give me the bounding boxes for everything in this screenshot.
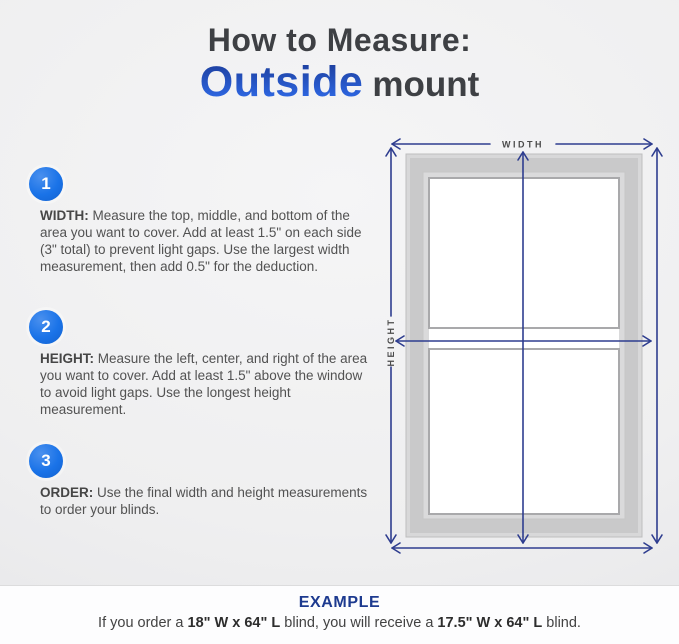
title-suffix-mount: mount — [372, 65, 480, 104]
step-2-body: Measure the left, center, and right of the area you want to cover. Add at least 1.5" above the window to avoid light gaps. Use the longest height measurement. — [40, 351, 368, 417]
step-3-label: ORDER: — [40, 485, 94, 500]
width-arrow-bottom — [392, 543, 652, 553]
step-1-label: WIDTH: — [40, 208, 89, 223]
window-pane-upper — [429, 178, 619, 328]
example-part-3: blind. — [542, 615, 581, 631]
example-sentence — [0, 615, 679, 631]
example-ordered-size: 18" W x 64" L — [187, 615, 281, 631]
window-pane-lower — [429, 349, 619, 514]
width-arrow-label: WIDTH — [502, 139, 544, 150]
example-part-1: If you order a — [98, 615, 188, 631]
height-arrow-label: HEIGHT — [386, 317, 396, 367]
example-part-2: blind, you will receive a — [280, 615, 438, 631]
step-1-number-badge: 1 — [29, 167, 63, 201]
window-illustration — [406, 154, 642, 537]
title-highlight-outside: Outside — [199, 58, 364, 106]
step-2-label: HEIGHT: — [40, 351, 94, 366]
step-3-number-badge: 3 — [29, 444, 63, 478]
example-heading: EXAMPLE — [298, 594, 381, 611]
step-2-number-badge: 2 — [29, 310, 63, 344]
height-arrow-right — [652, 148, 662, 543]
step-3-body: Use the final width and height measurements to order your blinds. — [40, 485, 368, 517]
example-received-size: 17.5" W x 64" L — [437, 615, 543, 631]
step-1-body: Measure the top, middle, and bottom of the area you want to cover. Add at least 1.5" on each side (3" total) to prevent light gaps. Use the largest width measurement, then add 0.5" for the deduction. — [40, 208, 362, 274]
title-line-1: How to Measure: — [207, 22, 472, 58]
example-footer — [0, 585, 679, 644]
